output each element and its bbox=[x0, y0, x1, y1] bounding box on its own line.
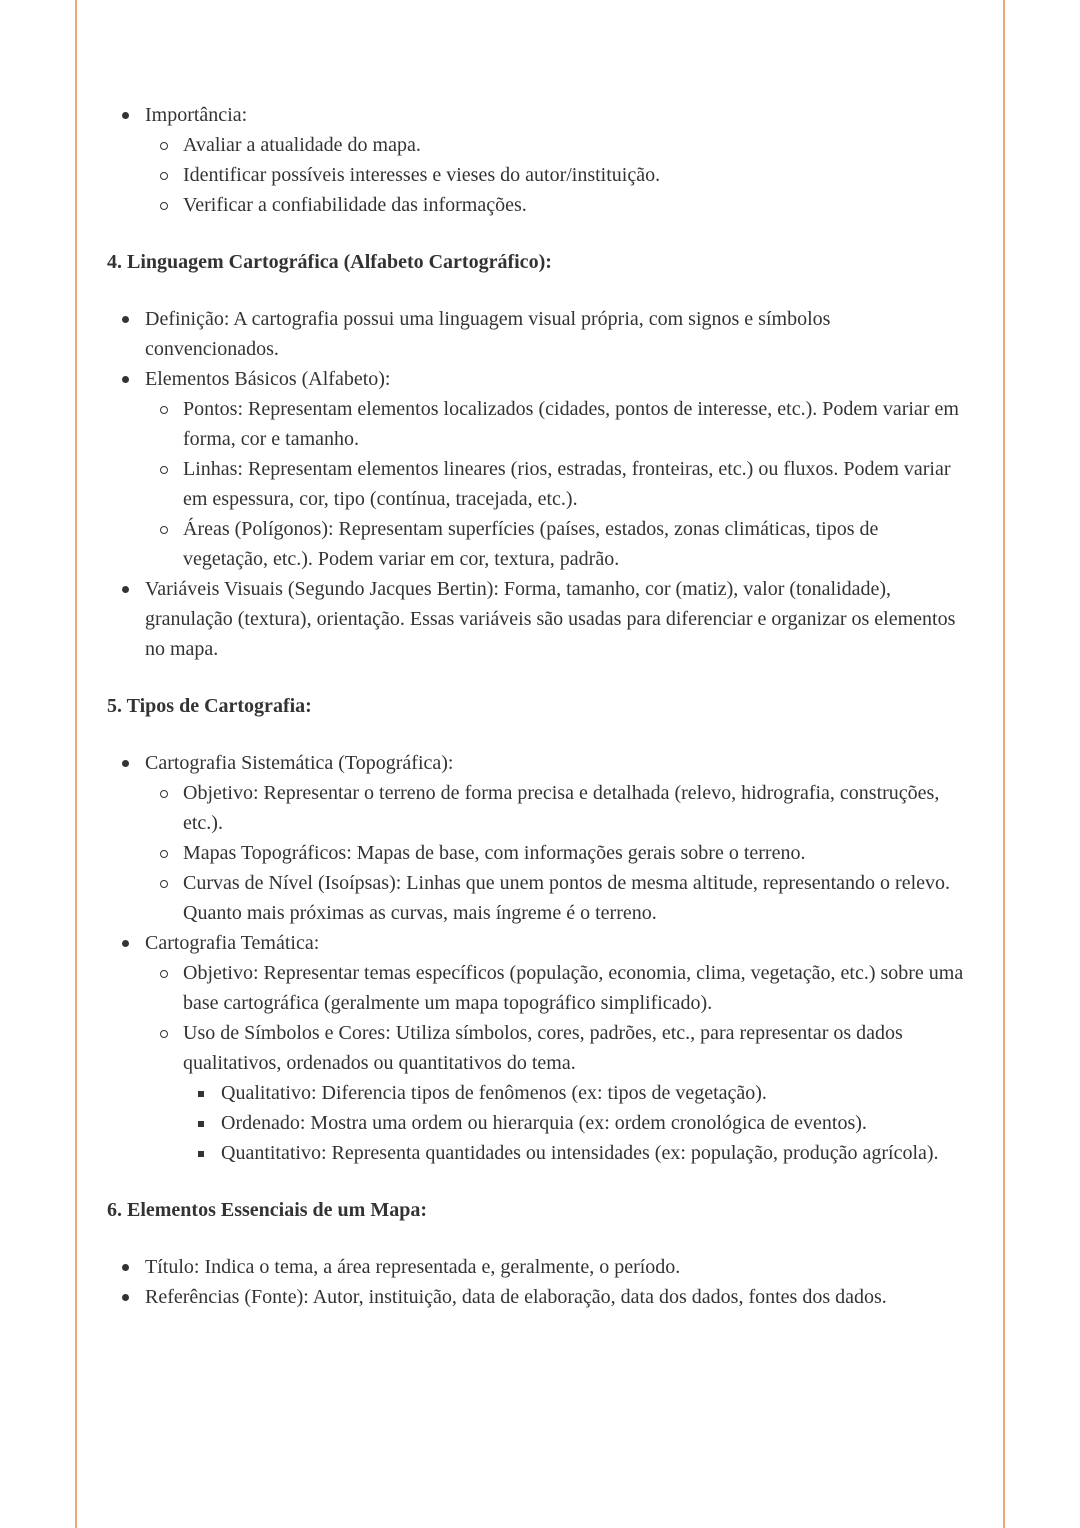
bullet-disc-icon bbox=[121, 364, 145, 394]
list-item bbox=[159, 190, 968, 220]
bullet-circle-icon bbox=[159, 190, 183, 220]
list-item-text: Elementos Básicos (Alfabeto): bbox=[145, 368, 391, 390]
list-item bbox=[121, 748, 968, 778]
bullet-disc-icon bbox=[121, 1282, 145, 1312]
list-item-text: Pontos: Representam elementos localizados (cidades, pontos de interesse, etc.). Podem variar em forma, cor e tamanho. bbox=[183, 398, 959, 450]
bullet-disc-icon bbox=[121, 574, 145, 664]
bullet-circle-icon bbox=[159, 160, 183, 190]
list-item bbox=[121, 928, 968, 958]
list-item bbox=[159, 130, 968, 160]
list-item bbox=[159, 1018, 968, 1078]
list-item bbox=[159, 160, 968, 190]
list-item bbox=[159, 838, 968, 868]
list-item bbox=[121, 304, 968, 364]
list-item-text: Quantitativo: Representa quantidades ou intensidades (ex: população, produção agrícola). bbox=[221, 1142, 939, 1164]
bullet-disc-icon bbox=[121, 304, 145, 364]
list-item-text: Objetivo: Representar temas específicos (população, economia, clima, vegetação, etc.) sobre uma base cartográfica (geralmente um mapa topográfico simplificado). bbox=[183, 962, 964, 1014]
list-item bbox=[159, 454, 968, 514]
list-item-text: Áreas (Polígonos): Representam superfícies (países, estados, zonas climáticas, tipos de vegetação, etc.). Podem variar em cor, textura, padrão. bbox=[183, 518, 879, 570]
bullet-circle-icon bbox=[159, 868, 183, 928]
bullet-circle-icon bbox=[159, 394, 183, 454]
list-item-text: Ordenado: Mostra uma ordem ou hierarquia (ex: ordem cronológica de eventos). bbox=[221, 1112, 867, 1134]
list-item-text: Importância: bbox=[145, 104, 248, 126]
bullet-circle-icon bbox=[159, 1018, 183, 1078]
list-item-text: Identificar possíveis interesses e vieses do autor/instituição. bbox=[183, 164, 661, 186]
list-item bbox=[159, 514, 968, 574]
list-item-text: Verificar a confiabilidade das informações. bbox=[183, 194, 527, 216]
bullet-square-icon bbox=[197, 1138, 221, 1168]
list-item bbox=[121, 1252, 968, 1282]
bullet-disc-icon bbox=[121, 748, 145, 778]
list-item-text: Cartografia Temática: bbox=[145, 932, 320, 954]
list-item-text: Mapas Topográficos: Mapas de base, com informações gerais sobre o terreno. bbox=[183, 842, 806, 864]
bullet-circle-icon bbox=[159, 958, 183, 1018]
section-heading: 4. Linguagem Cartográfica (Alfabeto Cartográfico): bbox=[107, 251, 552, 273]
bullet-circle-icon bbox=[159, 130, 183, 160]
list-item-text: Título: Indica o tema, a área representada e, geralmente, o período. bbox=[145, 1256, 681, 1278]
list-item-text: Variáveis Visuais (Segundo Jacques Bertin): Forma, tamanho, cor (matiz), valor (tonalidade), granulação (textura), orientação. Essas variáveis são usadas para diferenciar e organizar os elementos no mapa. bbox=[145, 578, 956, 660]
list-item-text: Definição: A cartografia possui uma linguagem visual própria, com signos e símbolos convencionados. bbox=[145, 308, 831, 360]
list-item-text: Linhas: Representam elementos lineares (rios, estradas, fronteiras, etc.) ou fluxos. Podem variar em espessura, cor, tipo (contínua, tracejada, etc.). bbox=[183, 458, 951, 510]
bullet-circle-icon bbox=[159, 778, 183, 838]
list-item-text: Uso de Símbolos e Cores: Utiliza símbolos, cores, padrões, etc., para representar os dados qualitativos, ordenados ou quantitativos do tema. bbox=[183, 1022, 903, 1074]
bullet-square-icon bbox=[197, 1108, 221, 1138]
bullet-disc-icon bbox=[121, 928, 145, 958]
bullet-square-icon bbox=[197, 1078, 221, 1108]
list-item bbox=[121, 364, 968, 394]
list-item-text: Referências (Fonte): Autor, instituição, data de elaboração, data dos dados, fontes dos dados. bbox=[145, 1286, 887, 1308]
section-heading: 6. Elementos Essenciais de um Mapa: bbox=[107, 1199, 427, 1221]
section-heading: 5. Tipos de Cartografia: bbox=[107, 695, 312, 717]
list-item bbox=[121, 574, 968, 664]
bullet-disc-icon bbox=[121, 100, 145, 130]
list-item-text: Qualitativo: Diferencia tipos de fenômenos (ex: tipos de vegetação). bbox=[221, 1082, 767, 1104]
list-item bbox=[121, 100, 968, 130]
list-item bbox=[197, 1108, 968, 1138]
bullet-circle-icon bbox=[159, 838, 183, 868]
list-item bbox=[197, 1138, 968, 1168]
list-item-text: Objetivo: Representar o terreno de forma precisa e detalhada (relevo, hidrografia, construções, etc.). bbox=[183, 782, 940, 834]
list-item-text: Avaliar a atualidade do mapa. bbox=[183, 134, 421, 156]
list-item bbox=[159, 868, 968, 928]
list-item bbox=[197, 1078, 968, 1108]
list-item bbox=[159, 778, 968, 838]
list-item bbox=[159, 958, 968, 1018]
list-item-text: Curvas de Nível (Isoípsas): Linhas que unem pontos de mesma altitude, representando o relevo. Quanto mais próximas as curvas, mais íngreme é o terreno. bbox=[183, 872, 951, 924]
list-item bbox=[121, 1282, 968, 1312]
list-item-text: Cartografia Sistemática (Topográfica): bbox=[145, 752, 454, 774]
bullet-circle-icon bbox=[159, 514, 183, 574]
bullet-disc-icon bbox=[121, 1252, 145, 1282]
bullet-circle-icon bbox=[159, 454, 183, 514]
list-item bbox=[159, 394, 968, 454]
